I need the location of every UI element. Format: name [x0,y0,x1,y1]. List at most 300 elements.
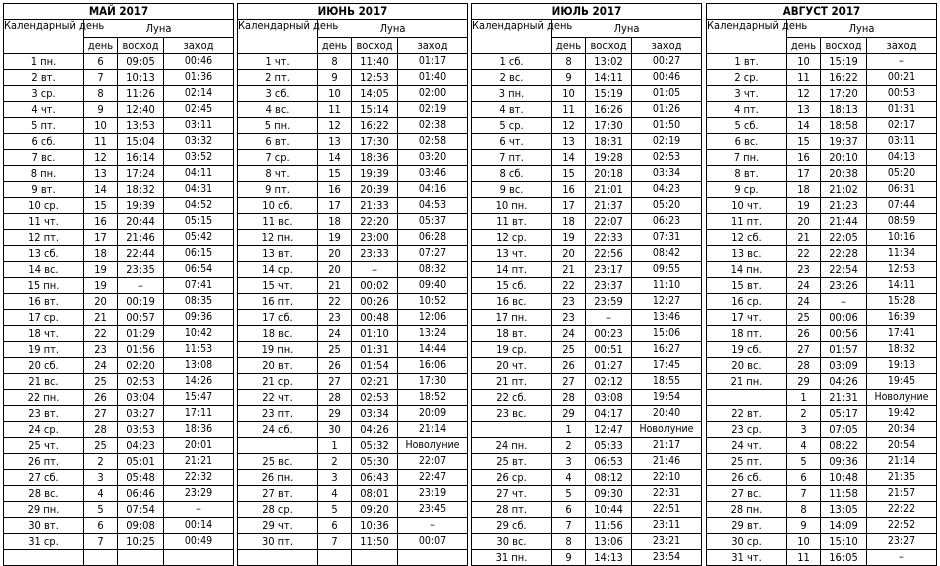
moonset-cell: 18:55 [632,374,702,390]
moon-day-cell: 22 [787,246,821,262]
date-cell: 24 сб. [238,422,318,438]
moon-day-cell: 19 [84,262,118,278]
moonrise-cell: 10:25 [118,534,164,550]
moon-day-cell: 9 [787,518,821,534]
moonrise-cell: 00:19 [118,294,164,310]
table-row [4,422,234,438]
table-row [707,230,937,246]
moon-day-cell: 18 [552,214,586,230]
table-row [4,438,234,454]
table-row [4,214,234,230]
moonset-cell: 17:11 [164,406,234,422]
date-cell: 18 чт. [4,326,84,342]
moonrise-cell: 09:36 [821,454,867,470]
table-row [238,550,468,566]
date-cell: 3 сб. [238,86,318,102]
moonset-cell: 17:30 [398,374,468,390]
moonset-cell: 00:21 [867,70,937,86]
moonset-cell: 21:57 [867,486,937,502]
table-row [4,390,234,406]
moonset-cell: 02:19 [632,134,702,150]
moon-day-cell: 16 [84,214,118,230]
moon-day-cell: 7 [787,486,821,502]
moon-day-cell: 10 [787,534,821,550]
moonset-cell: 04:52 [164,198,234,214]
moonrise-cell: 07:05 [821,422,867,438]
moon-day-cell: 23 [552,310,586,326]
date-cell: 12 пт. [4,230,84,246]
table-row [4,454,234,470]
moonset-cell: 13:24 [398,326,468,342]
moon-day-cell: 17 [84,230,118,246]
moonrise-cell: 17:30 [586,118,632,134]
moonrise-cell: 21:46 [118,230,164,246]
date-cell: 1 чт. [238,54,318,70]
moonset-cell: 05:15 [164,214,234,230]
moonset-cell: 01:40 [398,70,468,86]
moonset-cell: 23:11 [632,518,702,534]
moon-day-cell: 24 [552,326,586,342]
date-cell: 18 вс. [238,326,318,342]
moon-header: Луна [318,20,468,38]
moon-header: Луна [552,20,702,38]
date-cell: 6 чт. [472,134,552,150]
table-row [472,550,702,566]
table-row [238,518,468,534]
moonrise-cell: – [821,294,867,310]
table-row [238,198,468,214]
date-cell: 19 сб. [707,342,787,358]
table-row [472,102,702,118]
moonset-cell: 20:01 [164,438,234,454]
moonrise-cell: 18:31 [586,134,632,150]
table-row [238,534,468,550]
moonrise-cell: 00:57 [118,310,164,326]
date-cell [4,550,84,566]
table-row [4,54,234,70]
date-cell: 24 ср. [4,422,84,438]
date-cell: 29 пн. [4,502,84,518]
date-cell: 11 вс. [238,214,318,230]
moonrise-cell: 10:44 [586,502,632,518]
moonset-cell: 22:07 [398,454,468,470]
date-cell: 5 сб. [707,118,787,134]
date-cell: 17 ср. [4,310,84,326]
moon-day-cell: 7 [84,534,118,550]
moon-day-cell: 1 [318,438,352,454]
moonrise-cell: 02:12 [586,374,632,390]
moon-day-cell: 19 [787,198,821,214]
table-row [238,390,468,406]
moon-day-cell: 25 [787,310,821,326]
moon-day-cell: 29 [787,374,821,390]
moonset-cell: 17:45 [632,358,702,374]
table-row [4,182,234,198]
moonrise-cell: 22:20 [352,214,398,230]
table-row [4,374,234,390]
table-row [472,182,702,198]
moonrise-cell: 09:20 [352,502,398,518]
date-cell: 17 сб. [238,310,318,326]
moonrise-cell [118,550,164,566]
moonrise-cell: 20:38 [821,166,867,182]
date-cell: 8 пн. [4,166,84,182]
date-cell: 26 сб. [707,470,787,486]
moonset-cell: 09:55 [632,262,702,278]
moonset-cell: 04:31 [164,182,234,198]
moon-day-cell: 11 [318,102,352,118]
moon-day-cell: 12 [318,118,352,134]
table-row [238,502,468,518]
moonrise-cell: 03:09 [821,358,867,374]
table-row [4,70,234,86]
moonrise-cell: 16:05 [821,550,867,566]
date-cell: 21 пт. [472,374,552,390]
table-row [238,86,468,102]
moonrise-cell: 14:13 [586,550,632,566]
moonset-cell: 04:11 [164,166,234,182]
date-cell: 13 вт. [238,246,318,262]
table-row [472,406,702,422]
date-cell: 29 сб. [472,518,552,534]
table-row [472,422,702,438]
moon-day-cell: 8 [552,54,586,70]
table-row [4,534,234,550]
date-cell: 28 ср. [238,502,318,518]
moonset-cell: 02:38 [398,118,468,134]
moonset-cell: 05:20 [632,198,702,214]
moonset-cell: 06:54 [164,262,234,278]
moonset-cell: 21:21 [164,454,234,470]
moonset-cell: Новолуние [632,422,702,438]
moonrise-cell [352,550,398,566]
moon-table [3,3,234,566]
table-row [472,230,702,246]
moon-day-cell: 4 [552,470,586,486]
moonrise-cell: 18:36 [352,150,398,166]
moonset-cell: 22:32 [164,470,234,486]
month-table [706,3,936,564]
date-cell: 1 вт. [707,54,787,70]
moonrise-cell: 13:53 [118,118,164,134]
table-row [472,486,702,502]
moonrise-cell: 23:37 [586,278,632,294]
day-header: день [84,38,118,54]
moon-day-cell: 10 [84,118,118,134]
day-header: день [552,38,586,54]
table-row [238,486,468,502]
moonrise-cell: 19:39 [352,166,398,182]
moonset-cell: 18:52 [398,390,468,406]
moonrise-cell: 15:19 [821,54,867,70]
table-row [472,326,702,342]
moon-day-cell: 12 [84,150,118,166]
table-row [4,310,234,326]
table-row [238,150,468,166]
moonset-cell: 22:47 [398,470,468,486]
table-row [707,278,937,294]
date-cell: 29 вт. [707,518,787,534]
moonset-cell: 14:44 [398,342,468,358]
table-row [4,486,234,502]
moonset-cell: 08:42 [632,246,702,262]
moonset-cell [164,550,234,566]
date-cell: 30 ср. [707,534,787,550]
moonrise-cell: 21:44 [821,214,867,230]
table-row [472,262,702,278]
moonrise-cell: 02:20 [118,358,164,374]
moon-day-cell: 24 [84,358,118,374]
moon-day-cell: 9 [552,550,586,566]
moon-day-cell: 27 [787,342,821,358]
moon-day-cell: 30 [318,422,352,438]
moonrise-cell: 19:39 [118,198,164,214]
moon-day-cell: 17 [787,166,821,182]
moon-day-cell: 20 [318,246,352,262]
calendar-day-header: Календарный день [4,20,84,54]
date-cell: 25 пт. [707,454,787,470]
moonset-cell: 19:13 [867,358,937,374]
table-row [238,246,468,262]
moonrise-cell: 22:44 [118,246,164,262]
moonset-cell: 16:27 [632,342,702,358]
moonrise-cell: 11:26 [118,86,164,102]
moon-day-cell: 20 [552,246,586,262]
moonset-cell: 02:14 [164,86,234,102]
table-row [4,294,234,310]
moonset-cell: 21:35 [867,470,937,486]
rise-header: восход [352,38,398,54]
moon-day-cell: 16 [787,150,821,166]
moon-day-cell: 19 [318,230,352,246]
date-cell: 31 пн. [472,550,552,566]
table-row [238,454,468,470]
moonrise-cell: 23:00 [352,230,398,246]
date-cell: 15 сб. [472,278,552,294]
moon-day-cell: 6 [84,54,118,70]
table-row [707,326,937,342]
table-row [238,118,468,134]
moonrise-cell: 16:26 [586,102,632,118]
moon-day-cell: 27 [552,374,586,390]
moonrise-cell: 11:40 [352,54,398,70]
table-row [4,262,234,278]
moonrise-cell: 04:26 [821,374,867,390]
date-cell: 7 ср. [238,150,318,166]
moonset-cell: 23:21 [632,534,702,550]
moon-day-cell: 29 [318,406,352,422]
moonrise-cell: 18:32 [118,182,164,198]
moon-day-cell: 17 [318,198,352,214]
date-cell: 8 чт. [238,166,318,182]
date-cell: 9 вт. [4,182,84,198]
moon-day-cell: 5 [84,502,118,518]
moonset-cell: 23:54 [632,550,702,566]
moonset-cell: 10:42 [164,326,234,342]
moonrise-cell: 05:30 [352,454,398,470]
moon-day-cell: 9 [84,102,118,118]
table-row [707,502,937,518]
moonset-cell: 03:11 [164,118,234,134]
month-table [3,3,233,548]
moonset-cell: – [867,54,937,70]
moonset-cell: 15:06 [632,326,702,342]
moon-day-cell: 9 [318,70,352,86]
date-cell: 25 чт. [4,438,84,454]
table-row [472,70,702,86]
table-row [4,326,234,342]
table-row [4,166,234,182]
table-row [472,246,702,262]
set-header: заход [164,38,234,54]
table-row [707,422,937,438]
table-row [238,230,468,246]
date-cell: 5 пт. [4,118,84,134]
date-cell: 9 пт. [238,182,318,198]
date-cell [472,422,552,438]
moon-day-cell: 2 [787,406,821,422]
date-cell: 26 ср. [472,470,552,486]
date-cell: 13 чт. [472,246,552,262]
moon-table [471,3,702,566]
moonset-cell: 02:53 [632,150,702,166]
table-row [707,166,937,182]
moon-day-cell: 20 [84,294,118,310]
moonset-cell: 02:00 [398,86,468,102]
table-row [707,454,937,470]
table-row [238,166,468,182]
moon-day-cell: 7 [318,534,352,550]
moon-day-cell: 28 [84,422,118,438]
table-row [472,54,702,70]
table-row [472,342,702,358]
moonrise-cell: 00:23 [586,326,632,342]
table-row [238,294,468,310]
moonrise-cell: 21:01 [586,182,632,198]
date-cell: 1 пн. [4,54,84,70]
table-row [707,214,937,230]
date-cell: 25 вт. [472,454,552,470]
date-cell: 3 ср. [4,86,84,102]
date-cell: 16 вт. [4,294,84,310]
moon-day-cell: 20 [787,214,821,230]
moonset-cell: 14:11 [867,278,937,294]
date-cell: 10 чт. [707,198,787,214]
date-cell: 24 пн. [472,438,552,454]
table-row [707,470,937,486]
table-row [472,310,702,326]
date-cell: 30 вт. [4,518,84,534]
moon-day-cell: 24 [787,294,821,310]
moonset-cell: 01:26 [632,102,702,118]
date-cell: 22 пн. [4,390,84,406]
table-row [472,134,702,150]
date-cell: 5 ср. [472,118,552,134]
date-cell: 2 вс. [472,70,552,86]
moon-day-cell: 18 [318,214,352,230]
moon-day-cell: 11 [552,102,586,118]
moonset-cell: 04:16 [398,182,468,198]
moonrise-cell: 03:53 [118,422,164,438]
moonset-cell: 19:42 [867,406,937,422]
moonrise-cell: 09:30 [586,486,632,502]
moonrise-cell: 02:53 [352,390,398,406]
day-header: день [318,38,352,54]
moonrise-cell: 22:05 [821,230,867,246]
date-cell: 22 чт. [238,390,318,406]
table-row [4,470,234,486]
moonset-cell: 07:41 [164,278,234,294]
date-cell: 6 сб. [4,134,84,150]
moonrise-cell: 22:33 [586,230,632,246]
date-cell: 28 вс. [4,486,84,502]
date-cell: 10 сб. [238,198,318,214]
date-cell: 4 вт. [472,102,552,118]
moonrise-cell: 10:48 [821,470,867,486]
moonset-cell: 21:17 [632,438,702,454]
moon-day-cell: 22 [84,326,118,342]
date-cell: 3 пн. [472,86,552,102]
date-cell: 27 вс. [707,486,787,502]
moonset-cell: 03:11 [867,134,937,150]
moon-day-cell: 22 [552,278,586,294]
calendar-day-header: Календарный день [472,20,552,54]
moonset-cell: 23:45 [398,502,468,518]
date-cell [238,550,318,566]
table-row [472,454,702,470]
moonrise-cell: 03:04 [118,390,164,406]
table-row [707,438,937,454]
table-row [707,198,937,214]
moon-day-cell: 5 [787,454,821,470]
moon-day-cell: 14 [552,150,586,166]
moonset-cell: 20:09 [398,406,468,422]
moonrise-cell: 15:04 [118,134,164,150]
moonrise-cell: 15:14 [352,102,398,118]
day-header: день [787,38,821,54]
moonset-cell: 02:19 [398,102,468,118]
date-cell: 19 пт. [4,342,84,358]
moonset-cell: 00:27 [632,54,702,70]
date-cell: 30 вс. [472,534,552,550]
table-row [238,278,468,294]
date-cell: 19 ср. [472,342,552,358]
moon-day-cell: 18 [84,246,118,262]
moon-day-cell: 25 [84,374,118,390]
table-row [238,326,468,342]
table-row [472,278,702,294]
table-row [238,70,468,86]
moonrise-cell: 14:05 [352,86,398,102]
date-cell: 1 сб. [472,54,552,70]
moonrise-cell: 19:28 [586,150,632,166]
moonrise-cell: 18:58 [821,118,867,134]
table-row [472,358,702,374]
date-cell: 14 пн. [707,262,787,278]
date-cell [238,438,318,454]
date-cell: 13 сб. [4,246,84,262]
date-cell: 18 вт. [472,326,552,342]
moon-day-cell: 13 [552,134,586,150]
moon-day-cell: 10 [318,86,352,102]
moonrise-cell: 23:26 [821,278,867,294]
table-row [4,518,234,534]
moon-day-cell: 26 [318,358,352,374]
moonset-cell: 11:53 [164,342,234,358]
moonrise-cell: 03:08 [586,390,632,406]
moonset-cell: 19:54 [632,390,702,406]
table-row [238,182,468,198]
